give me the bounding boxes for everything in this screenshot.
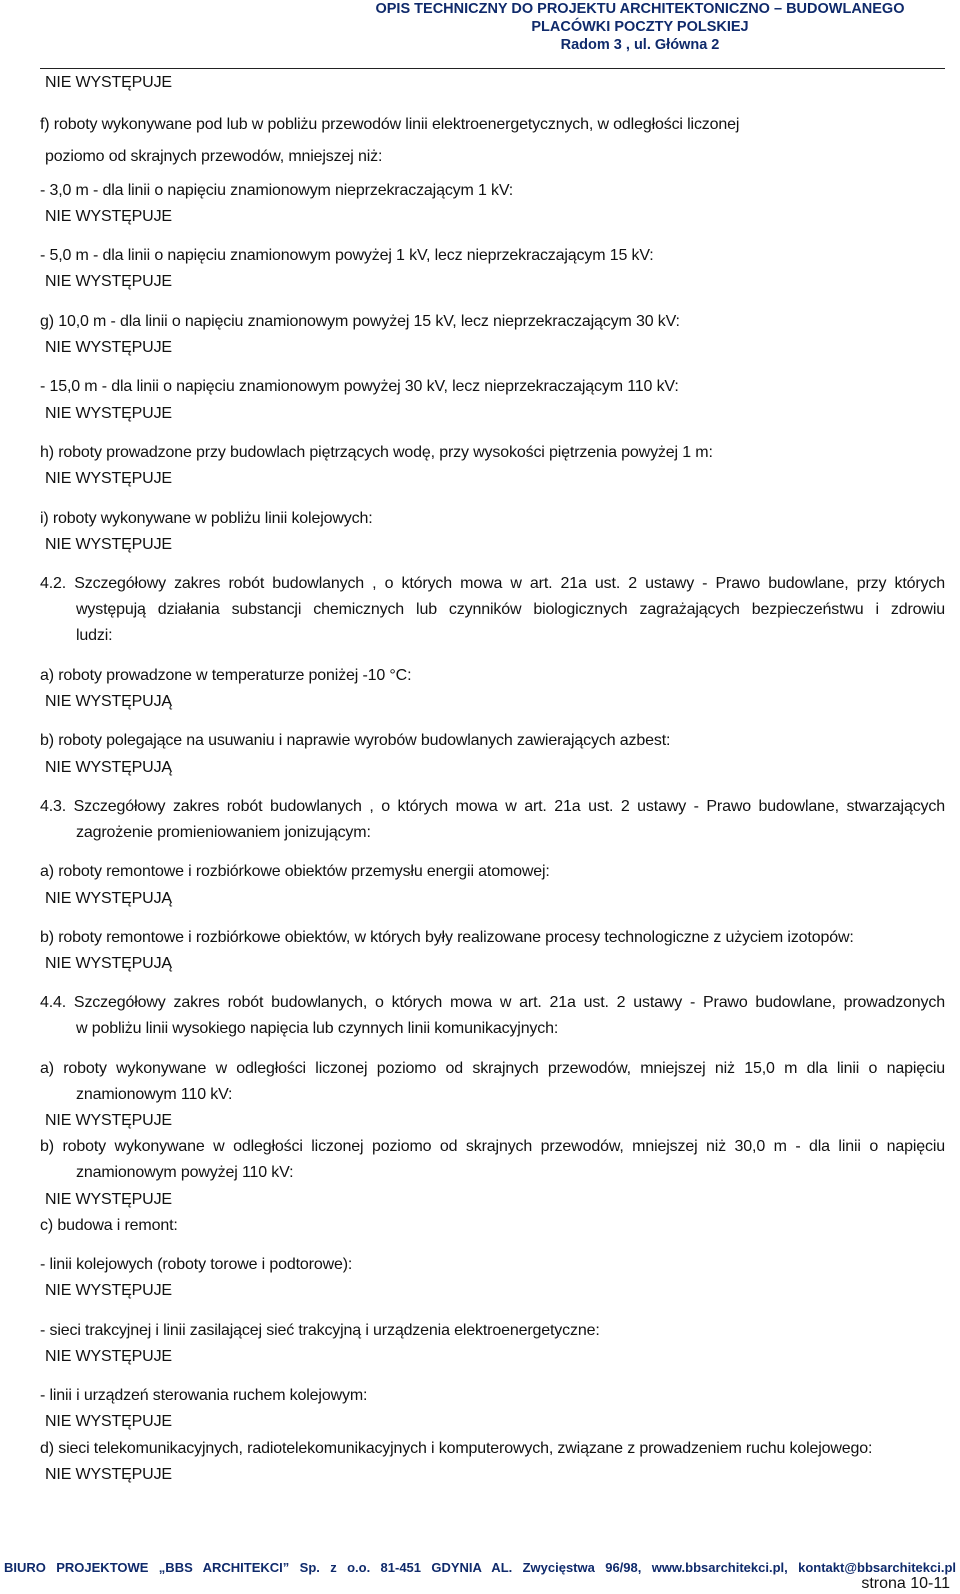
list-item-c: c) budowa i remont: — [40, 1217, 178, 1234]
dash-item: - linii kolejowych (roboty torowe i podtorowe): — [40, 1256, 353, 1273]
status-text: NIE WYSTĘPUJE — [45, 74, 172, 91]
list-item-b: b) roboty polegające na usuwaniu i naprawie wyrobów budowlanych zawierających azbest: — [40, 732, 671, 749]
status-text: NIE WYSTĘPUJĄ — [45, 693, 172, 710]
footer-company-info: BIURO PROJEKTOWE „BBS ARCHITEKCI” Sp. z o.o. 81-451 GDYNIA AL. Zwycięstwa 96/98, www.bbsarchitekci.pl, kontakt@bbsarchitekci.pl — [4, 1560, 956, 1575]
list-item-a: a) roboty wykonywane w odległości liczonej poziomo od skrajnych przewodów, mniejszej niż 15,0 m dla linii o napięciu — [40, 1060, 945, 1077]
list-item-a: a) roboty remontowe i rozbiórkowe obiektów przemysłu energii atomowej: — [40, 863, 550, 880]
status-text: NIE WYSTĘPUJE — [45, 1466, 172, 1483]
status-text: NIE WYSTĘPUJE — [45, 339, 172, 356]
status-text: NIE WYSTĘPUJE — [45, 1348, 172, 1365]
section-heading-4-4: 4.4. Szczegółowy zakres robót budowlanych, o których mowa w art. 21a ust. 2 ustawy - Prawo budowlane, prowadzonych — [40, 994, 945, 1011]
document-header — [360, 0, 920, 54]
list-item-b-continuation: znamionowym powyżej 110 kV: — [76, 1164, 294, 1181]
status-text: NIE WYSTĘPUJĄ — [45, 759, 172, 776]
list-item-d: d) sieci telekomunikacyjnych, radiotelekomunikacyjnych i komputerowych, związane z prowadzeniem ruchu kolejowego: — [40, 1440, 873, 1457]
dash-item: - 15,0 m - dla linii o napięciu znamionowym powyżej 30 kV, lecz nieprzekraczającym 110 kV: — [40, 378, 679, 395]
status-text: NIE WYSTĘPUJE — [45, 1191, 172, 1208]
section-heading-4-4-continuation: w pobliżu linii wysokiego napięcia lub czynnych linii komunikacyjnych: — [76, 1020, 559, 1037]
status-text: NIE WYSTĘPUJE — [45, 1112, 172, 1129]
status-text: NIE WYSTĘPUJE — [45, 1282, 172, 1299]
status-text: NIE WYSTĘPUJE — [45, 470, 172, 487]
status-text: NIE WYSTĘPUJE — [45, 1413, 172, 1430]
status-text: NIE WYSTĘPUJĄ — [45, 955, 172, 972]
header-project-title: OPIS TECHNICZNY DO PROJEKTU ARCHITEKTONICZNO – BUDOWLANEGO — [375, 1, 905, 17]
header-divider — [40, 68, 945, 69]
list-item-a-continuation: znamionowym 110 kV: — [76, 1086, 233, 1103]
list-item-b: b) roboty remontowe i rozbiórkowe obiektów, w których były realizowane procesy technologiczne z użyciem izotopów: — [40, 929, 854, 946]
header-address: Radom 3 , ul. Główna 2 — [560, 37, 720, 53]
section-heading-4-2: 4.2. Szczegółowy zakres robót budowlanych , o których mowa w art. 21a ust. 2 ustawy - Prawo budowlane, przy których — [40, 575, 945, 592]
page-number: strona 10-11 — [861, 1575, 950, 1592]
list-item-f: f) roboty wykonywane pod lub w pobliżu przewodów linii elektroenergetycznych, w odległości liczonej — [40, 116, 740, 133]
status-text: NIE WYSTĘPUJE — [45, 273, 172, 290]
dash-item: - linii i urządzeń sterowania ruchem kolejowym: — [40, 1387, 368, 1404]
section-heading-4-2-continuation: występują działania substancji chemicznych lub czynników biologicznych zagrażających bezpieczeństwu i zdrowiu — [76, 601, 945, 618]
status-text: NIE WYSTĘPUJE — [45, 208, 172, 225]
list-item-g: g) 10,0 m - dla linii o napięciu znamionowym powyżej 15 kV, lecz nieprzekraczającym 30 kV: — [40, 313, 680, 330]
status-text: NIE WYSTĘPUJE — [45, 405, 172, 422]
dash-item: - sieci trakcyjnej i linii zasilającej sieć trakcyjną i urządzenia elektroenergetyczne: — [40, 1322, 600, 1339]
status-text: NIE WYSTĘPUJE — [45, 536, 172, 553]
status-text: NIE WYSTĘPUJĄ — [45, 890, 172, 907]
dash-item: - 5,0 m - dla linii o napięciu znamionowym powyżej 1 kV, lecz nieprzekraczającym 15 kV: — [40, 247, 654, 264]
section-heading-4-2-continuation: ludzi: — [76, 627, 113, 644]
header-building-name: PLACÓWKI POCZTY POLSKIEJ — [531, 19, 749, 35]
list-item-h: h) roboty prowadzone przy budowlach piętrzących wodę, przy wysokości piętrzenia powyżej 1 m: — [40, 444, 713, 461]
list-item-b: b) roboty wykonywane w odległości liczonej poziomo od skrajnych przewodów, mniejszej niż 30,0 m - dla linii o napięciu — [40, 1138, 945, 1155]
dash-item: - 3,0 m - dla linii o napięciu znamionowym nieprzekraczającym 1 kV: — [40, 182, 514, 199]
list-item-i: i) roboty wykonywane w pobliżu linii kolejowych: — [40, 510, 373, 527]
list-item-f-continuation: poziomo od skrajnych przewodów, mniejszej niż: — [45, 148, 383, 165]
list-item-a: a) roboty prowadzone w temperaturze poniżej -10 °C: — [40, 667, 412, 684]
section-heading-4-3: 4.3. Szczegółowy zakres robót budowlanych , o których mowa w art. 21a ust. 2 ustawy - Prawo budowlane, stwarzających — [40, 798, 945, 815]
section-heading-4-3-continuation: zagrożenie promieniowaniem jonizującym: — [76, 824, 371, 841]
